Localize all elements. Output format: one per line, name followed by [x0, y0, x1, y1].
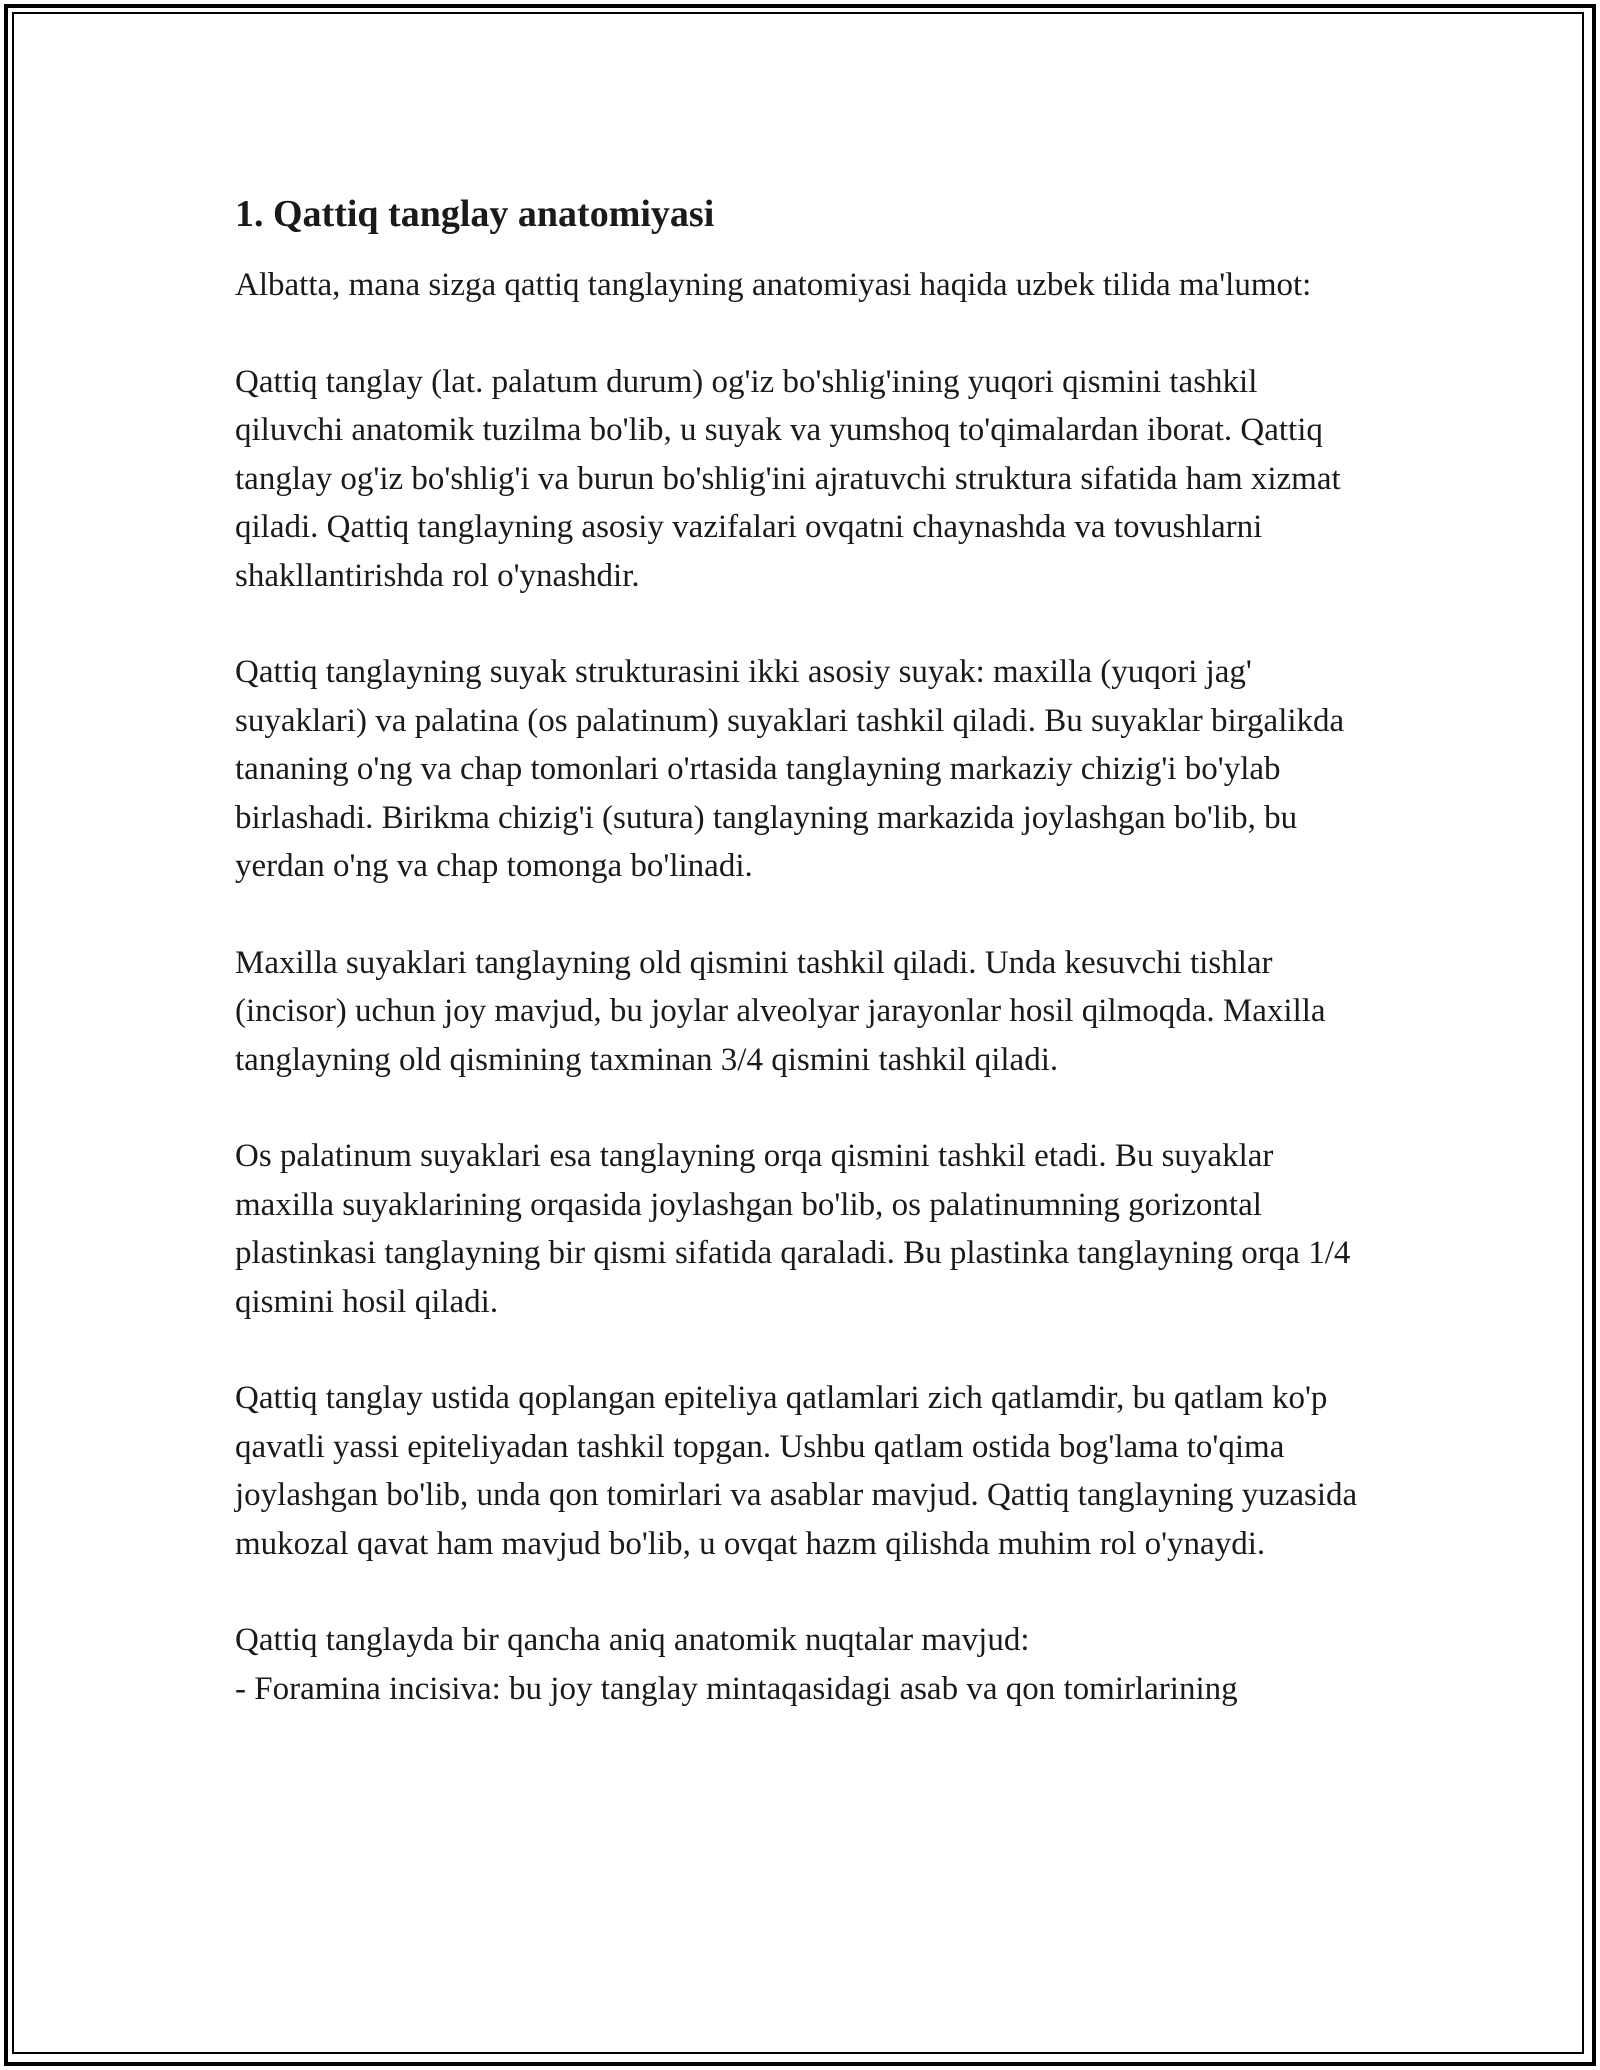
list-item: - Foramina incisiva: bu joy tanglay mintaqasidagi asab va qon tomirlarining: [235, 1670, 1238, 1707]
section-heading: 1. Qattiq tanglay anatomiyasi: [235, 193, 715, 235]
intro-paragraph: Albatta, mana sizga qattiq tanglayning anatomiyasi haqida uzbek tilida ma'lumot:: [235, 267, 1312, 303]
paragraph-definition: Qattiq tanglay (lat. palatum durum) og'iz bo'shlig'ining yuqori qismini tashkil qiluvchi anatomik tuzilma bo'lib, u suyak va yumshoq to'qimalardan iborat. Qattiq tanglay og'iz bo'shlig'i va burun bo'shlig'ini ajratuvchi struktura sifatida ham xizmat qiladi. Qattiq tanglayning asosiy vazifalari ovqatni chaynashda va tovushlarni shakllantirishda rol o'ynashdir.: [235, 363, 1341, 594]
document-body: [235, 185, 1370, 1713]
paragraph-os-palatinum: Os palatinum suyaklari esa tanglayning orqa qismini tashkil etadi. Bu suyaklar maxilla suyaklarining orqasida joylashgan bo'lib, os palatinumning gorizontal plastinkasi tanglayning bir qismi sifatida qaraladi. Bu plastinka tanglayning orqa 1/4 qismini hosil qiladi.: [235, 1138, 1351, 1320]
paragraph-bone-structure: Qattiq tanglayning suyak strukturasini ikki asosiy suyak: maxilla (yuqori jag' suyaklari) va palatina (os palatinum) suyaklari tashkil qiladi. Bu suyaklar birgalikda tananing o'ng va chap tomonlari o'rtasida tanglayning markaziy chizig'i bo'ylab birlashadi. Birikma chizig'i (sutura) tanglayning markazida joylashgan bo'lib, bu yerdan o'ng va chap tomonga bo'linadi.: [235, 654, 1345, 884]
paragraph-maxilla: Maxilla suyaklari tanglayning old qismini tashkil qiladi. Unda kesuvchi tishlar (incisor) uchun joy mavjud, bu joylar alveolyar jarayonlar hosil qilmoqda. Maxilla tanglayning old qismining taxminan 3/4 qismini tashkil qiladi.: [235, 944, 1326, 1078]
paragraph-epithelium: Qattiq tanglay ustida qoplangan epiteliya qatlamlari zich qatlamdir, bu qatlam ko'p qavatli yassi epiteliyadan tashkil topgan. Ushbu qatlam ostida bog'lama to'qima joylashgan bo'lib, unda qon tomirlari va asablar mavjud. Qattiq tanglayning yuzasida mukozal qavat ham mavjud bo'lib, u ovqat hazm qilishda muhim rol o'ynaydi.: [235, 1380, 1358, 1562]
list-intro: Qattiq tanglayda bir qancha aniq anatomik nuqtalar mavjud:: [235, 1622, 1030, 1658]
